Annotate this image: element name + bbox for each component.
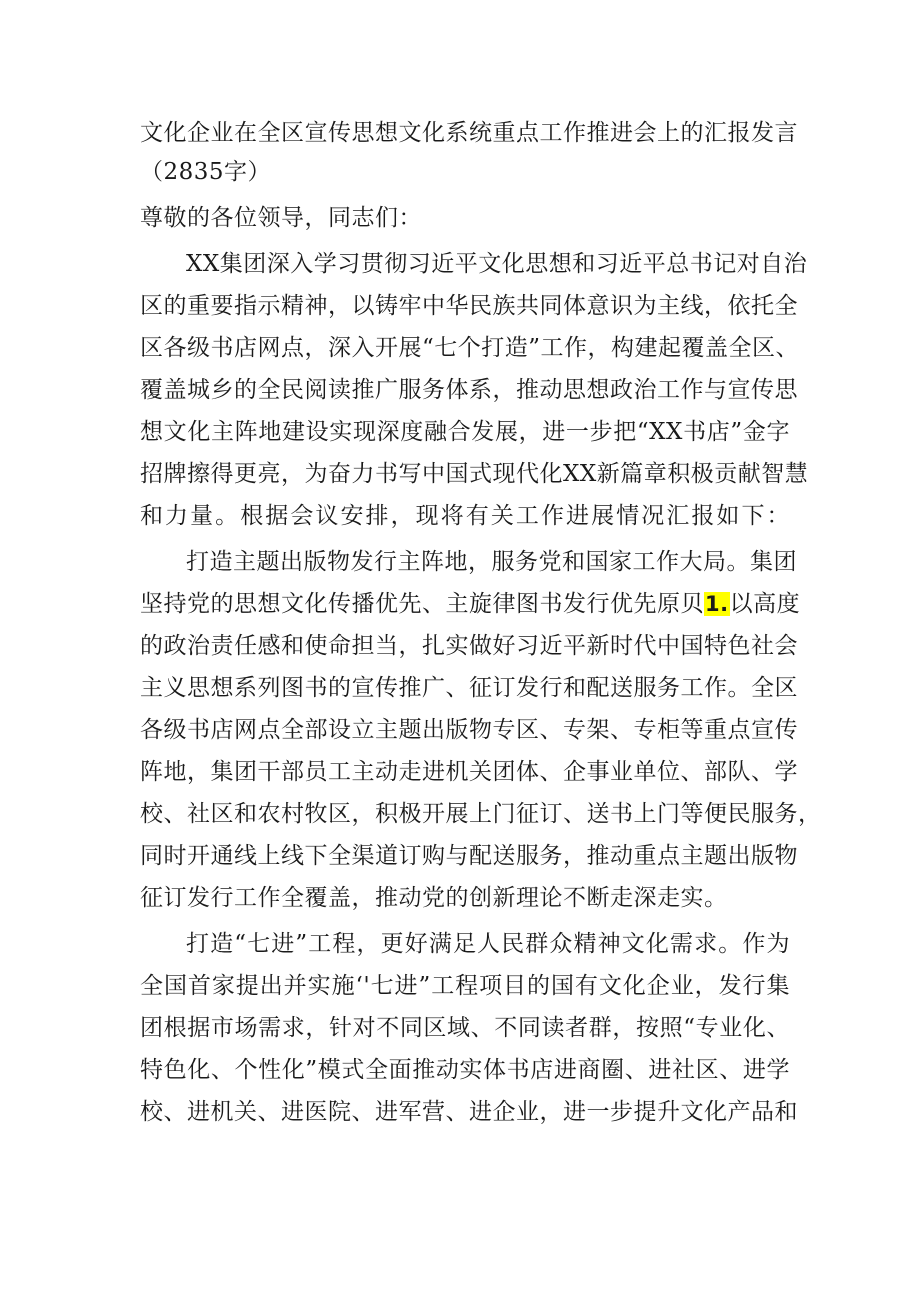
paragraph-line: 特色化、个性化”模式全面推动实体书店进商圈、进社区、进学 xyxy=(140,1057,790,1083)
text-segment: 以高度 xyxy=(729,591,801,617)
text-segment: 坚持党的思想文化传播优先、主旋律图书发行优先原贝 xyxy=(140,591,704,617)
paragraph-line: 区各级书店网点，深入开展“七个打造”工作，构建起覆盖全区、 xyxy=(140,335,800,361)
paragraph-line-with-highlight xyxy=(140,589,801,619)
paragraph-line: 打造主题出版物发行主阵地，服务党和国家工作大局。集团 xyxy=(186,549,797,575)
paragraph-line: 覆盖城乡的全民阅读推广服务体系，推动思想政治工作与宣传思 xyxy=(140,377,798,403)
paragraph-line: 各级书店网点全部设立主题出版物专区、专架、专柜等重点宣传 xyxy=(140,717,798,743)
document-title: 文化企业在全区宣传思想文化系统重点工作推进会上的汇报发言 xyxy=(140,120,798,146)
paragraph-line: 全国首家提出并实施‘'七进”工程项目的国有文化企业，发行集 xyxy=(140,973,790,999)
paragraph-line: 的政治责任感和使命担当，扎实做好习近平新时代中国特色社会 xyxy=(140,633,798,659)
paragraph-line: XX集团深入学习贯彻习近平文化思想和习近平总书记对自治 xyxy=(186,251,808,277)
paragraph-line: 打造“七进”工程，更好满足人民群众精神文化需求。作为 xyxy=(186,931,790,957)
paragraph-line: 团根据市场需求，针对不同区域、不同读者群，按照“专业化、 xyxy=(140,1015,790,1041)
word-count: （2835字） xyxy=(140,159,272,185)
paragraph-line: 和力量。根据会议安排，现将有关工作进展情况汇报如下： xyxy=(140,503,790,529)
paragraph-line: 主义思想系列图书的宣传推广、征订发行和配送服务工作。全区 xyxy=(140,675,798,701)
salutation: 尊敬的各位领导，同志们： xyxy=(140,205,422,231)
paragraph-line: 招牌擦得更亮，为奋力书写中国式现代化XX新篇章积极贡献智慧 xyxy=(140,461,809,487)
paragraph-line: 校、社区和农村牧区，积极开展上门征订、送书上门等便民服务， xyxy=(140,801,822,827)
paragraph-line: 同时开通线上线下全渠道订购与配送服务，推动重点主题出版物 xyxy=(140,843,798,869)
paragraph-line: 阵地，集团干部员工主动走进机关团体、企事业单位、部队、学 xyxy=(140,759,798,785)
paragraph-line: 想文化主阵地建设实现深度融合发展，进一步把“XX书店”金字 xyxy=(140,419,790,445)
paragraph-line: 区的重要指示精神，以铸牢中华民族共同体意识为主线，依托全 xyxy=(140,293,798,319)
highlighted-marker: 1. xyxy=(705,592,729,616)
paragraph-line: 校、进机关、进医院、进军营、进企业，进一步提升文化产品和 xyxy=(140,1099,798,1125)
paragraph-line: 征订发行工作全覆盖，推动党的创新理论不断走深走实。 xyxy=(140,885,728,911)
